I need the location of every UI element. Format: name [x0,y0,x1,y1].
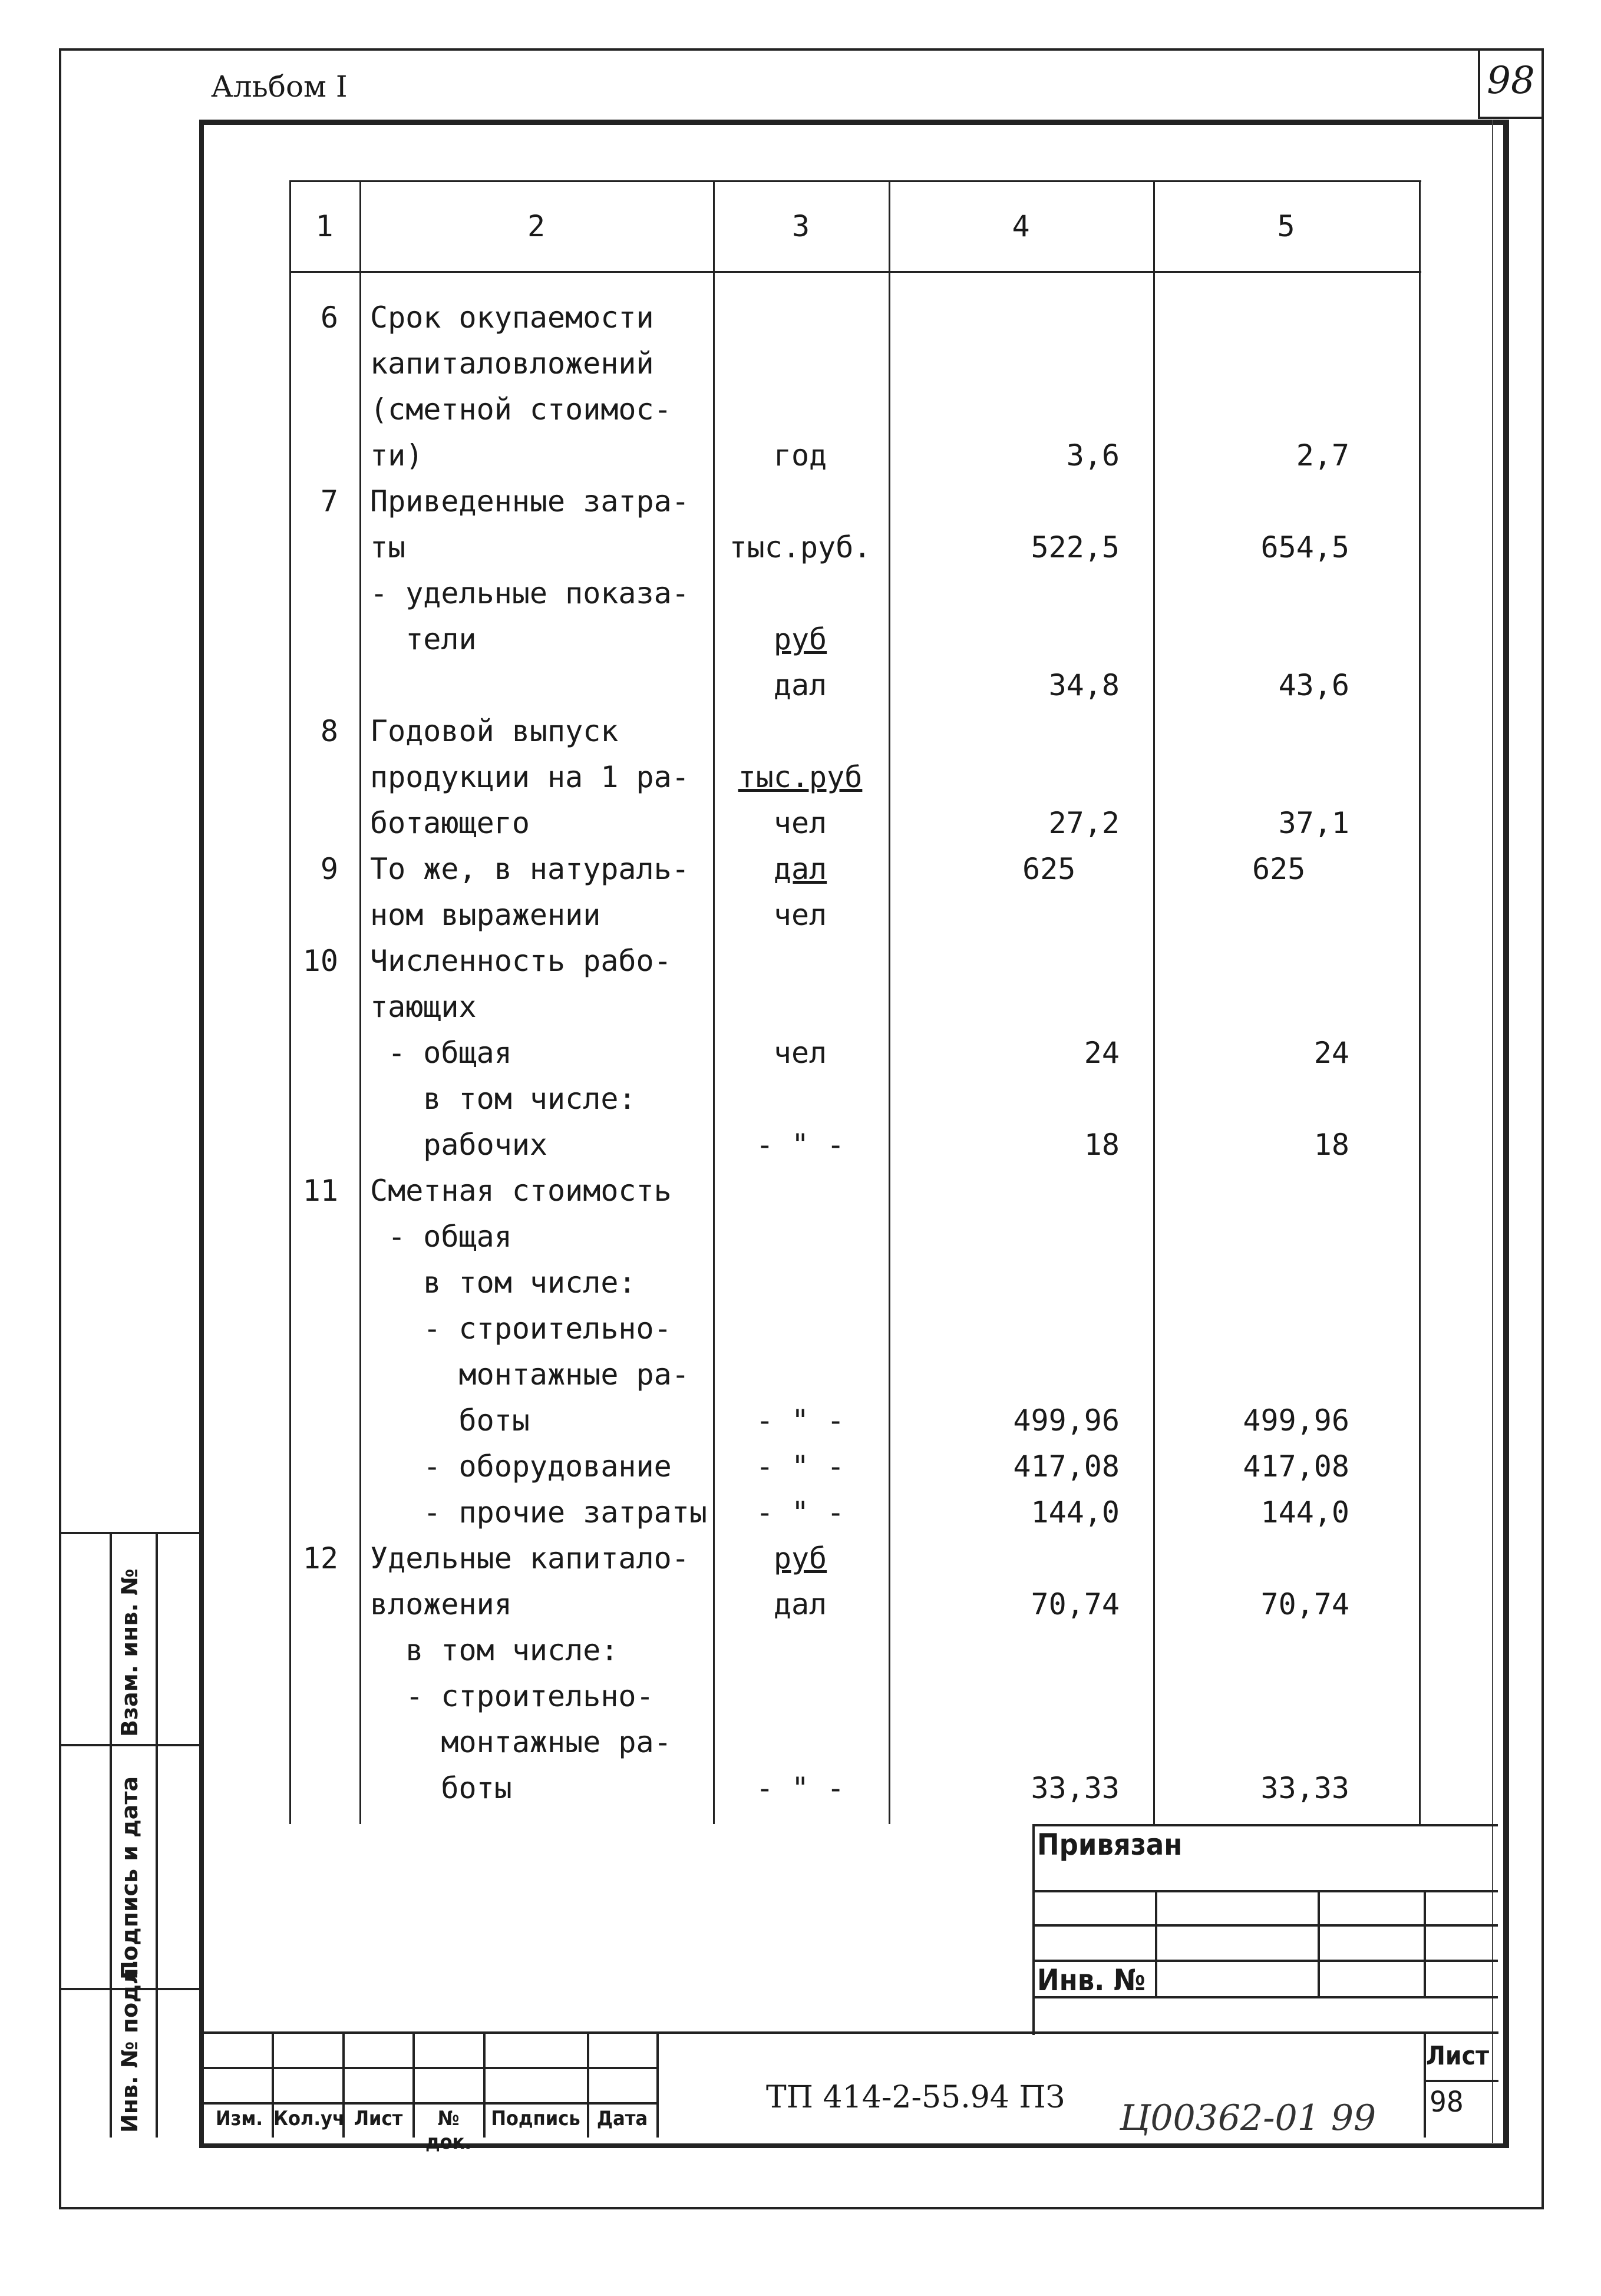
row-text: Численность рабо- [370,944,672,978]
row-value-4: 33,33 [1031,1771,1120,1805]
row-text: - удельные показа- [370,576,689,610]
row-value-5: 625 [1252,852,1306,886]
header-col-4: 4 [1012,209,1030,243]
row-value-4: 522,5 [1031,530,1120,564]
row-text: боты [370,1403,530,1438]
stamp-line [1424,1890,1426,1996]
row-text: боты [370,1771,512,1805]
album-label: Альбом I [211,70,348,104]
row-text: тели [370,622,477,656]
row-unit: - " - [755,1128,845,1162]
stamp-line [59,1744,202,1746]
row-unit-bottom: чел [773,806,827,840]
header-col-3: 3 [791,209,810,243]
stamp-line [1318,1890,1320,1996]
row-number: 11 [302,1174,338,1208]
row-value-4: 70,74 [1031,1587,1120,1621]
row-number: 6 [320,300,338,335]
row-unit: чел [773,1036,827,1070]
col-label-izm: Изм. [215,2107,263,2130]
row-value-4: 3,6 [1066,438,1120,473]
row-value-4: 499,96 [1013,1403,1120,1438]
row-text: рабочих [370,1128,548,1162]
handwritten-note: Ц00362-01 99 [1120,2097,1376,2139]
row-value-4: 27,2 [1048,806,1120,840]
row-unit: - " - [755,1403,845,1438]
bound-label: Привязан [1037,1828,1183,1862]
table-header-line [289,271,1421,273]
col-line-2 [359,180,361,1824]
row-unit: - " - [755,1495,845,1529]
stamp-line [1032,1890,1498,1892]
stamp-line [1424,2080,1498,2082]
col-label-doc: № док. [425,2107,472,2154]
row-text: тающих [370,990,477,1024]
col-line-3 [713,180,715,1824]
row-number: 7 [320,484,338,518]
row-value-5: 654,5 [1260,530,1349,564]
row-text: Сметная стоимость [370,1174,672,1208]
row-value-4: 34,8 [1048,668,1120,702]
stamp-line [59,1532,202,1534]
stamp-line [1032,1960,1498,1962]
row-text: - строительно- [370,1311,672,1346]
row-text: в том числе: [370,1082,636,1116]
col-label-kol: Кол.уч [273,2107,345,2130]
row-text: ботающего [370,806,530,840]
row-unit-bottom: дал [773,668,827,702]
row-value-5: 70,74 [1260,1587,1349,1621]
row-value-4: 417,08 [1013,1449,1120,1484]
row-value-4: 24 [1084,1036,1120,1070]
page-number: 98 [1487,59,1535,103]
inv-no-label: Инв. № [1037,1963,1146,1997]
row-unit: - " - [755,1771,845,1805]
row-value-5: 33,33 [1260,1771,1349,1805]
row-text: вложения [370,1587,512,1621]
row-text: ном выражении [370,898,601,932]
row-number: 8 [320,714,338,748]
row-text: ты [370,530,406,564]
side-label-inv: Инв. № подл. [117,1959,143,2133]
row-text: капиталовложений [370,346,654,381]
row-unit-bottom: дал [773,1587,827,1621]
row-unit-top: руб [773,622,827,656]
row-text: Годовой выпуск [370,714,619,748]
row-unit-top: руб [773,1541,827,1575]
row-text: Приведенные затра- [370,484,689,518]
document-code: ТП 414-2-55.94 ПЗ [766,2080,1065,2115]
table-top-line [289,180,1421,182]
row-unit: - " - [755,1449,845,1484]
row-text: в том числе: [370,1266,636,1300]
row-text: - прочие затраты [370,1495,707,1529]
row-unit-bottom: чел [773,898,827,932]
row-value-5: 18 [1313,1128,1349,1162]
col-label-date: Дата [596,2107,648,2130]
col-line-4 [889,180,890,1824]
stamp-line [656,2031,659,2138]
row-unit-top: тыс.руб [738,760,863,794]
side-label-replace: Взам. инв. № [117,1568,143,1737]
stamp-line [156,1532,158,2138]
row-value-5: 144,0 [1260,1495,1349,1529]
row-text: То же, в натураль- [370,852,689,886]
row-value-5: 43,6 [1278,668,1349,702]
row-value-5: 499,96 [1243,1403,1349,1438]
stamp-line [1032,1824,1498,1826]
col-line-5 [1153,180,1155,1824]
row-unit: год [773,438,827,473]
row-text: Срок окупаемости [370,300,654,335]
right-stripe [1492,120,1540,2143]
row-text: в том числе: [370,1633,619,1667]
row-text: - общая [370,1220,512,1254]
row-text: (сметной стоимос- [370,392,672,427]
stamp-line [110,1532,112,2138]
row-number: 12 [302,1541,338,1575]
side-label-sign: Подпись и дата [117,1776,143,1980]
row-value-4: 18 [1084,1128,1120,1162]
row-value-5: 24 [1313,1036,1349,1070]
sheet-label: Лист [1426,2041,1490,2071]
stamp-line [1032,1824,1035,2035]
header-col-5: 5 [1277,209,1295,243]
col-label-list: Лист [354,2107,403,2130]
row-value-5: 2,7 [1296,438,1349,473]
header-col-2: 2 [527,209,546,243]
stamp-line [1155,1890,1157,1996]
row-text: монтажные ра- [370,1357,689,1392]
row-value-5: 417,08 [1243,1449,1349,1484]
row-text: ти) [370,438,424,473]
row-value-4: 625 [1022,852,1076,886]
row-value-4: 144,0 [1031,1495,1120,1529]
row-value-5: 37,1 [1278,806,1349,840]
row-text: продукции на 1 ра- [370,760,689,794]
row-text: Удельные капитало- [370,1541,689,1575]
sheet-number: 98 [1430,2086,1464,2119]
row-unit: тыс.руб. [729,530,872,564]
col-line-1 [289,180,291,1824]
row-text: - общая [370,1036,512,1070]
col-line-6 [1419,180,1421,1824]
row-text: монтажные ра- [370,1725,672,1759]
stamp-line [1032,1924,1498,1927]
header-col-1: 1 [315,209,334,243]
row-unit-top: дал [773,852,827,886]
stamp-line [204,2031,1498,2034]
row-text: - строительно- [370,1679,654,1713]
row-text: - оборудование [370,1449,672,1484]
col-label-sign: Подпись [491,2107,580,2130]
row-number: 10 [302,944,338,978]
row-number: 9 [320,852,338,886]
